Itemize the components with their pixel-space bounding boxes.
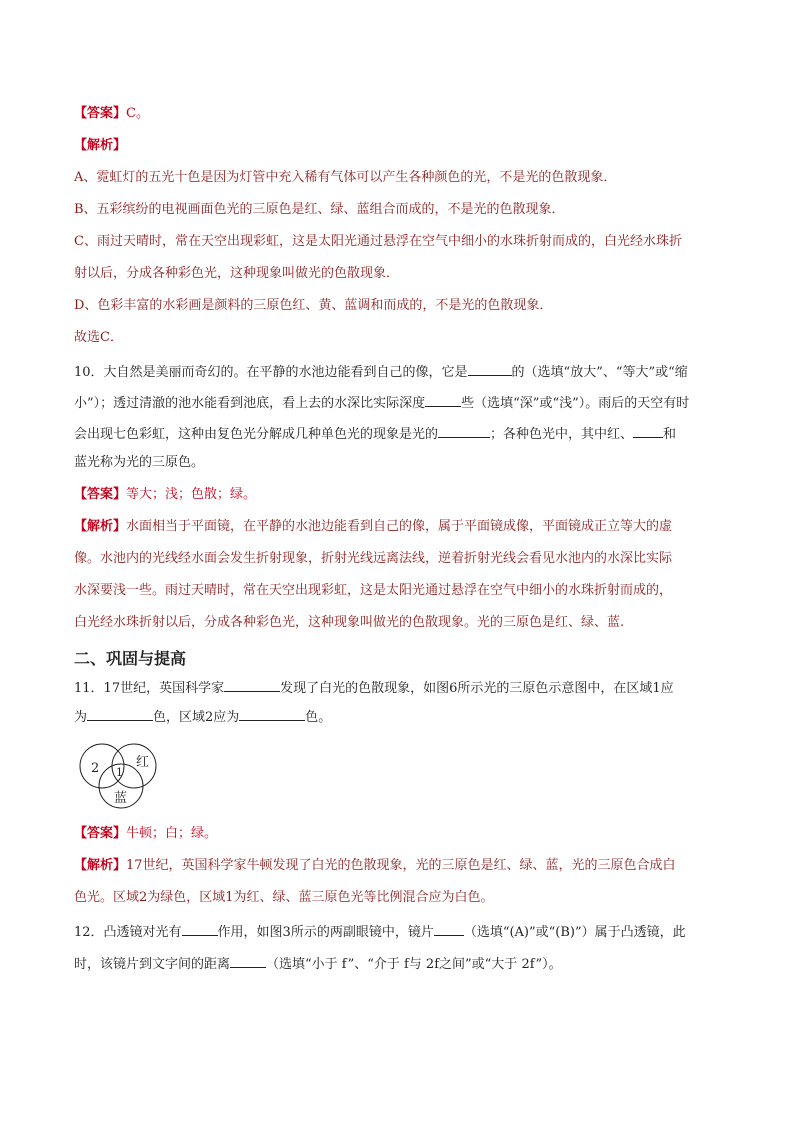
analysis-label: 【解析】 [74,858,127,873]
fill-blank[interactable] [230,954,266,968]
answer-label: 【答案】 [74,826,127,841]
answer-label: 【答案】 [74,487,127,502]
region-2-label: 2 [91,761,100,776]
fill-blank[interactable] [87,707,153,721]
analysis-text: 水面相当于平面镜，在平静的水池边能看到自己的像，属于平面镜成像，平面镜成正立等大的虚 [126,519,673,534]
q10-text: 会出现七色彩虹，这种由复色光分解成几种单色光的现象是光的 [74,427,439,442]
fill-blank[interactable] [239,707,305,721]
q12-text: （选填“(A)”或“(B)”）属于凸透镜，此 [463,925,686,940]
fill-blank[interactable] [182,922,218,936]
fill-blank[interactable] [434,922,464,936]
q10-line-1 [74,362,688,381]
q9-analysis-line: C、雨过天晴时，常在天空出现彩虹，这是太阳光通过悬浮在空气中细小的水珠折射而成的，白光经水珠折 [74,234,682,249]
q12-text: （选填“小于 f”、“介于 f与 2f之间”或“大于 2f”）。 [266,957,562,972]
q9-analysis-line: B、五彩缤纷的电视画面色光的三原色是红、绿、蓝组合而成的，不是光的色散现象． [74,202,565,217]
q9-analysis-line: D、色彩丰富的水彩画是颜料的三原色红、黄、蓝调和而成的，不是光的色散现象． [74,298,553,313]
q11-text: 为 [74,710,88,725]
q10-analysis-line: 像。水池内的光线经水面会发生折射现象，折射光线远离法线，逆着折射光线会看见水池内的水深比实际 [74,551,673,566]
q11-text: 色。 [305,710,332,725]
q10-text: 10．大自然是美丽而奇幻的。在平静的水池边能看到自己的像，它是 [74,365,468,380]
answer-value: 等大；浅；色散；绿。 [126,487,257,502]
q12-line-2 [74,954,562,973]
analysis-text: 17世纪，英国科学家牛顿发现了白光的色散现象，光的三原色是红、绿、蓝，光的三原色合成白 [126,858,676,873]
blue-label: 蓝 [114,791,128,806]
q10-text: 的（选填“放大”、“等大”或“缩 [511,365,688,380]
q10-text: ；各种色光中，其中红、 [490,427,634,442]
q10-analysis-line: 水深要浅一些。雨过天晴时，常在天空出现彩虹，这是太阳光通过悬浮在空气中细小的水珠折射而成的， [74,583,673,598]
q11-analysis-line: 色光。区域2为绿色，区域1为红、绿、蓝三原色光等比例混合应为白色。 [74,890,494,905]
q10-text: 些（选填“深”或“浅”）。雨后的天空有时 [461,396,690,411]
q11-line-1 [74,678,674,697]
fill-blank[interactable] [468,362,512,376]
q11-analysis [74,858,676,874]
q10-analysis [74,519,672,535]
q11-text: 色，区域2应为 [153,710,240,725]
q10-analysis-line: 白光经水珠折射以后，分成各种彩色光，这种现象叫做光的色散现象。光的三原色是红、绿、蓝. [74,615,625,630]
fill-blank[interactable] [438,424,490,438]
q11-answer [74,826,217,842]
answer-label: 【答案】 [74,106,127,121]
q12-text: 12．凸透镜对光有 [74,925,182,940]
q11-line-2 [74,707,331,726]
q11-text: 发现了白光的色散现象，如图6所示光的三原色示意图中，在区域1应 [280,681,674,696]
q10-line-3 [74,424,676,443]
region-1-label: 1 [116,766,123,779]
q10-line-2 [74,393,689,412]
q10-text: 和 [663,427,677,442]
q9-analysis-label [74,138,126,154]
analysis-label: 【解析】 [74,519,127,534]
fill-blank[interactable] [224,678,280,692]
q9-answer [74,106,149,122]
answer-value: C。 [126,106,149,121]
three-primary-colors-diagram [76,736,166,812]
q10-answer [74,487,256,503]
analysis-label: 【解析】 [74,138,127,153]
q10-text: 小”）；透过清澈的池水能看到池底，看上去的水深比实际深度 [74,396,426,411]
section-heading: 二、巩固与提高 [74,649,187,668]
q11-text: 11．17世纪，英国科学家 [74,681,225,696]
q10-line-4: 蓝光称为光的三原色。 [74,455,205,470]
q9-analysis-line: A、霓虹灯的五光十色是因为灯管中充入稀有气体可以产生各种颜色的光，不是光的色散现象． [74,170,617,185]
answer-value: 牛顿；白；绿。 [126,826,218,841]
q12-text: 时，该镜片到文字间的距离 [74,957,231,972]
q9-analysis-line: 射以后，分成各种彩色光，这种现象叫做光的色散现象． [74,266,400,281]
fill-blank[interactable] [425,393,461,407]
fill-blank[interactable] [633,424,663,438]
q12-line-1 [74,922,686,941]
q12-text: 作用，如图3所示的两副眼镜中，镜片 [217,925,434,940]
red-label: 红 [136,755,150,770]
q9-analysis-line: 故选C． [74,330,123,345]
